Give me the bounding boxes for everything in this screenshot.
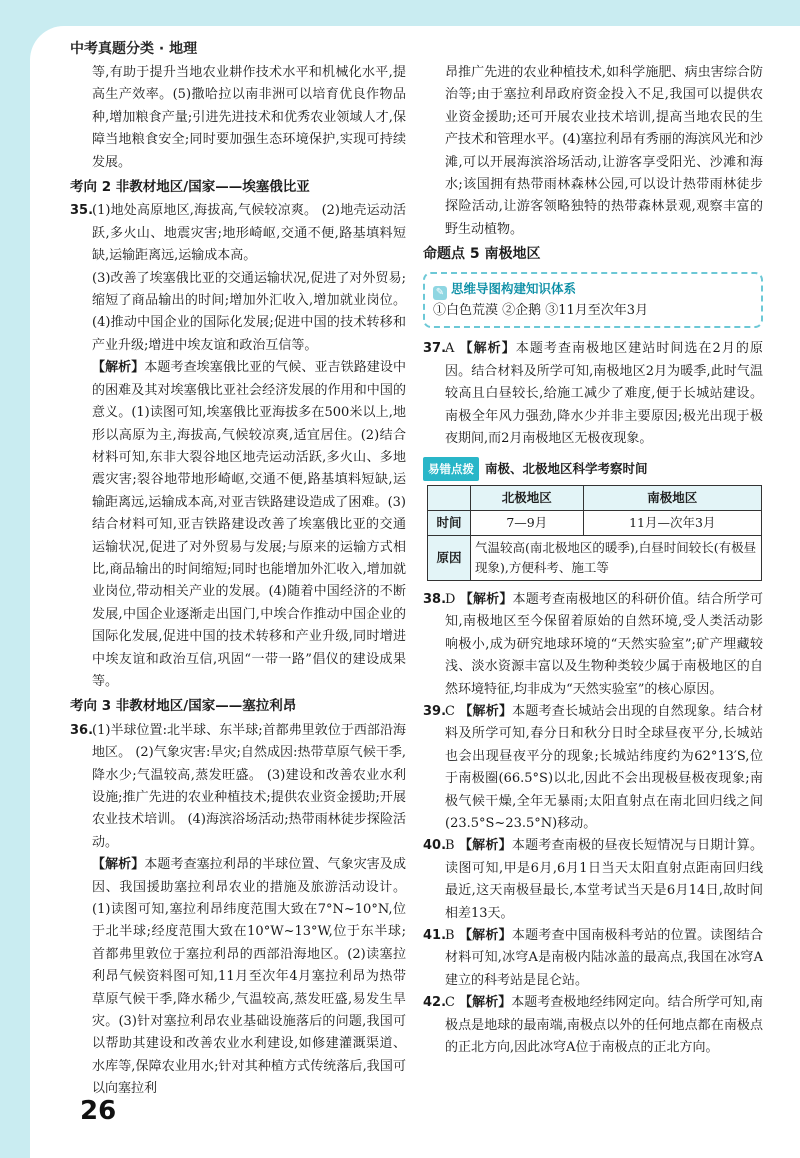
paragraph-continued: 等,有助于提升当地农业耕作技术水平和机械化水平,提高生产效率。(5)撒哈拉以南非洲可以培育优良作物品种,增加粮食产量;引进先进技术和优秀农业领域人才,保障当地粮食安全;同时要加强生态环境保护,实现可持续发展。 xyxy=(92,65,406,170)
answer-text: (1)地处高原地区,海拔高,气候较凉爽。 (2)地壳运动活跃,多火山、地震灾害;地形崎岖,交通不便,路基填料短缺,运输距离远,运输成本高。 xyxy=(92,203,406,264)
analysis-text: 本题考查中国南极科考站的位置。读图结合材料可知,冰穹A是南极内陆冰盖的最高点,我国在冰穹A建立的科考站是昆仑站。 xyxy=(445,928,763,988)
table-row xyxy=(428,535,762,580)
question-number: 38. xyxy=(423,591,447,607)
analysis-tag: 【解析】 xyxy=(458,838,512,854)
analysis-text: 本题考查南极地区建站时间选在2月的原因。结合材料及所学可知,南极地区2月为暖季,此时气温较高且白昼较长,给施工减少了难度,便于长城站建设。南极全年风力强劲,降水少并非主要原因;极光出现于极夜期间,而2月南极地区无极夜现象。 xyxy=(445,341,763,447)
answer-letter: D xyxy=(445,591,456,607)
analysis-tag: 【解析】 xyxy=(459,995,512,1011)
paragraph-continued: 昂推广先进的农业种植技术,如科学施肥、病虫害综合防治等;由于塞拉利昂政府资金投入不足,我国可以提供农业资金援助;还可开展农业技术培训,提高当地农民的生产技术和管理水平。(4)塞拉利昂有秀丽的海滨风光和沙滩,可以开展海滨浴场活动,让游客享受阳光、沙滩和海水;该国拥有热带雨林森林公园,可以设计热带雨林徒步探险活动,让游客领略独特的热带森林景观,观察丰富的野生动植物。 xyxy=(445,65,763,237)
question-number: 36. xyxy=(70,722,94,738)
question-number: 42. xyxy=(423,995,447,1011)
question-35-answer-a xyxy=(70,200,406,267)
question-39 xyxy=(423,701,763,835)
table-corner xyxy=(428,485,471,510)
mindmap-box xyxy=(423,272,763,329)
mindmap-heading xyxy=(433,278,753,300)
table-cell: 气温较高(南北极地区的暖季),白昼时间较长(有极昼现象),方便科考、施工等 xyxy=(471,535,762,580)
section-heading-2: 考向 2 非教材地区/国家——埃塞俄比亚 xyxy=(70,179,310,196)
table-header-antarctic: 南极地区 xyxy=(583,485,761,510)
analysis-tag: 【解析】 xyxy=(459,591,513,607)
question-40 xyxy=(423,835,763,925)
question-number: 41. xyxy=(423,928,447,943)
analysis-tag: 【解析】 xyxy=(459,341,516,357)
answer-letter: B xyxy=(445,838,455,854)
analysis-tag: 【解析】 xyxy=(92,360,145,376)
question-38 xyxy=(423,589,763,701)
pencil-icon: ✎ xyxy=(433,286,447,300)
topic-heading-5: 命题点 5 南极地区 xyxy=(423,246,541,263)
analysis-tag: 【解析】 xyxy=(92,857,145,873)
analysis-text: 本题考查埃塞俄比亚的气候、亚吉铁路建设中的困难及其对埃塞俄比亚社会经济发展的作用和中国的意义。(1)读图可知,埃塞俄比亚海拔多在500米以上,地形以高原为主,海拔高,气候较凉爽,适宜居住。(2)结合材料可知,东非大裂谷地区地壳运动活跃,多火山、多地震灾害;裂谷地带地形崎岖,交通不便,路基填料短缺,运输距离远,运输成本高,对亚吉铁路建设造成了困难。(3)结合材料可知,亚吉铁路建设改善了埃塞俄比亚的交通运输状况,促进了对外贸易与发展;与原来的运输方式相比,商品输出的时间缩短;同时也能增加外汇收入,增加就业岗位,带动相关产业的发展。(4)随着中国经济的不断发展,中国企业逐渐走出国门,中埃合作推动中国企业的国际化发展,促进中国的技术转移和产业升级,同时增进中埃友谊和政治互信,巩固“一带一路”倡仪的建设成果等。 xyxy=(92,360,406,689)
question-41 xyxy=(423,925,763,992)
table-row xyxy=(428,510,762,535)
analysis-text: 本题考查南极的昼夜长短情况与日期计算。读图可知,甲是6月,6月1日当天太阳直射点距南回归线最近,这天南极昼最长,本堂考试当天是6月14日,故时间相差13天。 xyxy=(445,838,763,921)
question-35-answer-b: (3)改善了埃塞俄比亚的交通运输状况,促进了对外贸易;缩短了商品输出的时间;增加外汇收入,增加就业岗位。 (4)推动中国企业的国际化发展;促进中国的技术转移和产业升级;增进中埃友谊和政治互信等。 xyxy=(92,270,406,353)
table-row-head: 原因 xyxy=(428,535,471,580)
analysis-text: 本题考查南极地区的科研价值。结合所学可知,南极地区至今保留着原始的自然环境,受人类活动影响极小,成为研究地球环境的“天然实验室”;矿产埋藏较浅、淡水资源丰富以及生物种类较少属于南极地区的自然环境特征,均非成为“天然实验室”的核心原因。 xyxy=(445,591,763,697)
mindmap-answers: ①白色荒漠 ②企鹅 ③11月至次年3月 xyxy=(433,303,649,319)
question-number: 35. xyxy=(70,203,94,219)
question-42 xyxy=(423,992,763,1059)
question-36-analysis xyxy=(70,854,406,1100)
answer-letter: C xyxy=(445,995,455,1011)
table-row-head: 时间 xyxy=(428,510,471,535)
page-header: 中考真题分类 · 地理 xyxy=(70,41,198,57)
page-number: 26 xyxy=(80,1096,117,1126)
analysis-text: 本题考查塞拉利昂的半球位置、气象灾害及成因、我国援助塞拉利昂农业的措施及旅游活动设计。(1)读图可知,塞拉利昂纬度范围大致在7°N~10°N,位于北半球;经度范围大致在10°W~13°W,位于东半球;首都弗里敦位于塞拉利昂的西部沿海地区。(2)读塞拉利昂气候资料图可知,11月至次年4月塞拉利昂为热带草原气候干季,降水稀少,气温较高,蒸发旺盛,易发生旱灾。(3)针对塞拉利昂农业基础设施落后的问题,我国可以帮助其建设和改善农业水利建设,如修建灌溉渠道、水库等,保障农业用水;针对其种植方式传统落后,我国可以向塞拉利 xyxy=(92,857,406,1097)
question-35-analysis xyxy=(70,357,406,693)
analysis-tag: 【解析】 xyxy=(459,703,513,719)
tip-heading xyxy=(423,457,763,481)
answer-letter: A xyxy=(445,341,455,357)
right-column xyxy=(423,62,763,1059)
section-heading-3: 考向 3 非教材地区/国家——塞拉利昂 xyxy=(70,698,297,715)
table-cell: 7—9月 xyxy=(471,510,584,535)
comparison-table xyxy=(427,485,762,581)
analysis-text: 本题考查长城站会出现的自然现象。结合材料及所学可知,春分日和秋分日时全球昼夜平分,长城站也会出现昼夜平分的现象;长城站纬度约为62°13′S,位于南极圈(66.5°S)以北,因此不会出现极昼极夜现象;南极气候干燥,全年无暴雨;太阳直射点在南北回归线之间(23.5°S~23.5°N)移动。 xyxy=(445,703,763,831)
question-37 xyxy=(423,338,763,450)
answer-text: (1)半球位置:北半球、东半球;首都弗里敦位于西部沿海地区。 (2)气象灾害:旱灾;自然成因:热带草原气候干季,降水少;气温较高,蒸发旺盛。 (3)建设和改善农业水利设施;推广先进的农业种植技术;提供农业资金援助;开展农业技术培训。 (4)海滨浴场活动;热带雨林徒步探险活动。 xyxy=(92,722,406,850)
analysis-tag: 【解析】 xyxy=(458,928,512,943)
question-number: 37. xyxy=(423,341,447,357)
question-36-answer xyxy=(70,720,406,854)
table-header-arctic: 北极地区 xyxy=(471,485,584,510)
analysis-text: 本题考查极地经纬网定向。结合所学可知,南极点是地球的最南端,南极点以外的任何地点都在南极点的正北方向,因此冰穹A位于南极点的正北方向。 xyxy=(445,995,763,1056)
mindmap-title: 思维导图构建知识体系 xyxy=(451,280,577,296)
tip-badge: 易错点拨 xyxy=(423,457,479,481)
answer-letter: C xyxy=(445,703,455,719)
tip-title: 南极、北极地区科学考察时间 xyxy=(485,460,648,476)
question-number: 40. xyxy=(423,838,447,854)
question-number: 39. xyxy=(423,703,447,719)
table-header-row xyxy=(428,485,762,510)
left-column xyxy=(70,62,406,1101)
answer-letter: B xyxy=(445,928,455,943)
table-cell: 11月—次年3月 xyxy=(583,510,761,535)
